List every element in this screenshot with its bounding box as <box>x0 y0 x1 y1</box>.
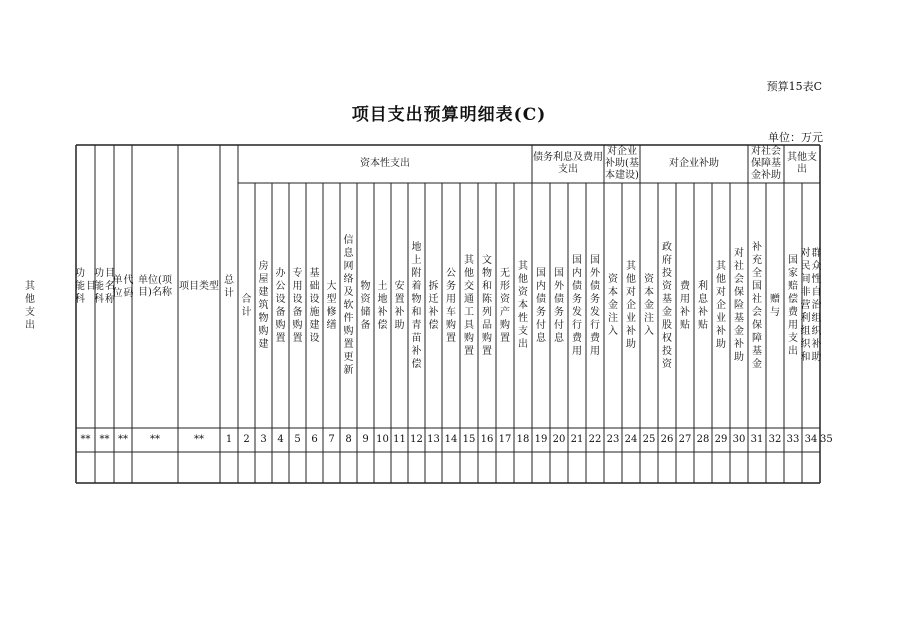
sub-header: 大 型 修 缮 <box>326 280 337 331</box>
sub-header: 专 用 设 备 购 置 <box>292 267 303 344</box>
index-cell: 5 <box>294 434 301 445</box>
sub-header: 办 公 设 备 购 置 <box>275 267 286 344</box>
table-number-note: 预算15表C <box>766 80 822 93</box>
sub-header: 国 外 债 务 发 行 费 用 <box>590 254 600 357</box>
index-cell: 21 <box>570 434 584 445</box>
sub-header: 土 地 补 偿 <box>377 280 388 331</box>
index-cell: 10 <box>376 434 389 445</box>
index-cell: 30 <box>732 434 746 445</box>
index-cell: ** <box>194 434 204 445</box>
sub-header: 合 计 <box>241 293 252 318</box>
index-cell: 4 <box>277 434 284 445</box>
sub-header: 公 务 用 车 购 置 <box>446 267 456 344</box>
sub-header: 地 上 附 着 物 和 青 苗 补 偿 <box>411 241 422 370</box>
sub-header: 赠 与 <box>770 293 780 318</box>
index-cell: 11 <box>393 434 406 445</box>
group-debt-interest: 债务利息及费用支出 <box>533 152 603 175</box>
sub-header: 房 屋 建 筑 物 购 建 <box>258 261 269 350</box>
index-cell: 3 <box>260 434 267 445</box>
left-header: 单 位 代 码 <box>112 274 134 299</box>
index-cell: ** <box>80 434 91 445</box>
index-cell: 29 <box>714 434 728 445</box>
sub-header: 对 社 会 保 险 基 金 补 助 <box>734 248 744 363</box>
sub-header: 国 内 债 务 付 息 <box>536 267 546 344</box>
index-cell: 7 <box>328 434 335 445</box>
index-cell: 23 <box>606 434 620 445</box>
index-cell: 2 <box>243 434 250 445</box>
sub-header: 信 息 网 络 及 软 件 购 置 更 新 <box>343 235 354 376</box>
sub-header: 文 物 和 陈 列 品 购 置 <box>482 254 492 357</box>
index-cell: 24 <box>624 434 638 445</box>
sub-header: 其 他 交 通 工 具 购 置 <box>464 254 474 357</box>
index-cell: 1 <box>225 434 233 445</box>
index-cell: 34 <box>804 434 818 445</box>
index-cell: 18 <box>516 434 530 445</box>
index-cell: 15 <box>462 434 476 445</box>
group-capital-expenditure: 资本性支出 <box>360 158 410 169</box>
index-cell: 26 <box>660 434 674 445</box>
left-header: 功 能 科 目 <box>75 268 96 305</box>
index-cell: 35 <box>820 434 833 445</box>
sub-header: 安 置 补 助 <box>394 280 405 331</box>
group-enterprise-capital: 对企业补助(基本建设) <box>605 146 639 181</box>
index-cell: 31 <box>750 434 764 445</box>
index-cell: 32 <box>768 434 782 445</box>
sub-header: 其 他 对 企 业 补 助 <box>716 261 726 350</box>
index-cell: ** <box>99 434 110 445</box>
sub-header: 其 他 支 出 <box>25 280 35 331</box>
index-cell: ** <box>150 434 160 445</box>
index-cell: 20 <box>552 434 566 445</box>
sub-header: 国 内 债 务 发 行 费 用 <box>572 254 582 357</box>
left-header: 总 计 <box>224 274 234 299</box>
sub-header: 资 本 金 注 入 <box>644 274 654 337</box>
group-enterprise-subsidy: 对企业补助 <box>669 158 719 169</box>
sub-header: 其 他 对 企 业 补 助 <box>626 261 636 350</box>
left-header: 功 能 科 目 名 称 <box>94 268 115 305</box>
sub-header: 资 本 金 注 入 <box>608 274 618 337</box>
sub-header: 其 他 资 本 性 支 出 <box>518 261 528 350</box>
sub-header: 物 资 储 备 <box>360 280 371 331</box>
sub-header: 费 用 补 贴 <box>680 280 690 331</box>
index-cell: 17 <box>498 434 512 445</box>
index-cell: 8 <box>345 434 352 445</box>
index-cell: 25 <box>642 434 656 445</box>
sub-header: 利 息 补 贴 <box>698 280 708 331</box>
sub-header: 政 府 投 资 基 金 股 权 投 资 <box>662 241 672 370</box>
page-title: 项目支出预算明细表(C) <box>351 105 547 125</box>
group-other-expenditure: 其他支出 <box>787 152 817 175</box>
header-unit-name: 单位(项目)名称 <box>138 274 172 298</box>
sub-header: 无 形 资 产 购 置 <box>500 267 510 344</box>
group-social-security: 对社会保障基金补助 <box>751 146 781 181</box>
index-cell: 19 <box>534 434 548 445</box>
header-project-type: 项目类型 <box>179 280 219 292</box>
index-cell: 16 <box>480 434 494 445</box>
index-cell: 27 <box>678 434 692 445</box>
unit-label: 单位：万元 <box>768 131 823 144</box>
index-cell: 14 <box>444 434 458 445</box>
sub-header: 基 础 设 施 建 设 <box>309 267 320 344</box>
index-cell: 28 <box>696 434 710 445</box>
sub-header: 对 民 间 非 营 利 组 织 和 群 众 性 自 治 组 织 补 助 <box>800 248 822 363</box>
index-cell: 6 <box>311 434 318 445</box>
index-cell: 13 <box>427 434 440 445</box>
index-cell: 33 <box>786 434 800 445</box>
sub-header: 拆 迁 补 偿 <box>428 280 439 331</box>
sub-header: 国 外 债 务 付 息 <box>554 267 564 344</box>
sub-header: 补 充 全 国 社 会 保 障 基 金 <box>752 241 762 370</box>
index-cell: 22 <box>588 434 602 445</box>
index-cell: 9 <box>362 434 369 445</box>
index-cell: ** <box>118 434 128 445</box>
sub-header: 国 家 赔 偿 费 用 支 出 <box>788 254 798 357</box>
index-cell: 12 <box>410 434 423 445</box>
